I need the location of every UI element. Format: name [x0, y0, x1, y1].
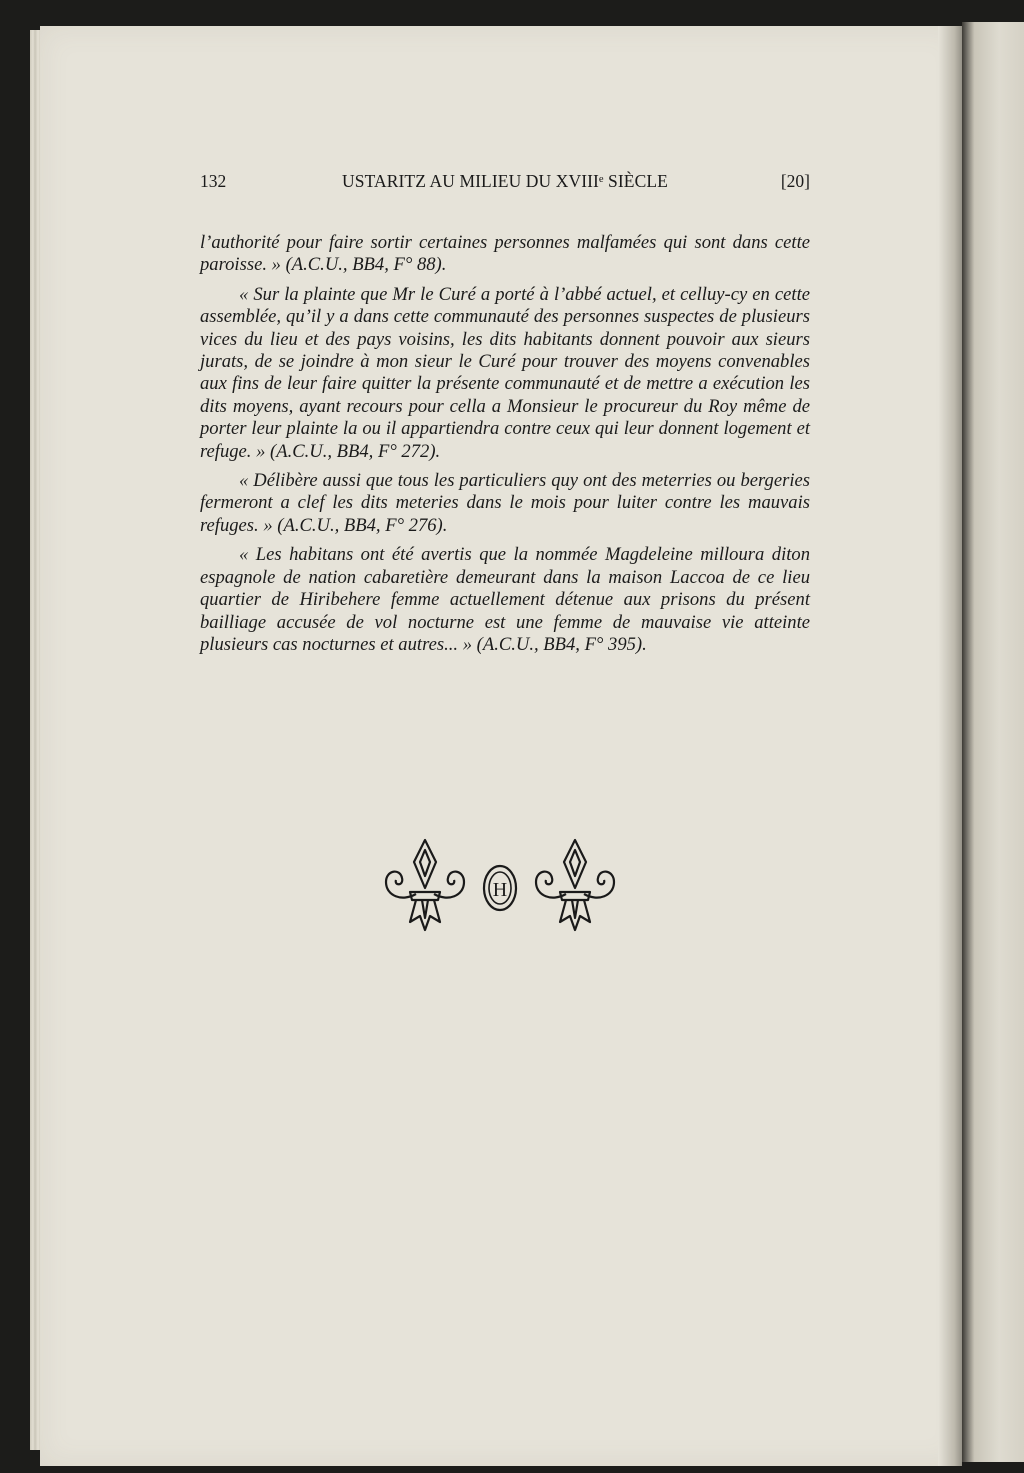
- fleur-de-lis-left-icon: [386, 840, 464, 930]
- monogram-medallion-icon: [484, 866, 516, 910]
- facing-page-edge: [962, 22, 1024, 1473]
- monogram-letter: H: [492, 879, 508, 901]
- body-text: [200, 232, 810, 663]
- running-title: USTARITZ AU MILIEU DU XVIIIᵉ SIÈCLE: [342, 171, 668, 191]
- background-strip: [962, 1462, 1024, 1473]
- running-header: [200, 171, 810, 195]
- fleur-de-lis-right-icon: [536, 840, 614, 930]
- page-number: 132: [200, 171, 227, 191]
- fleur-de-lis-ornament: [380, 836, 620, 936]
- paragraph-4: « Les habitans ont été avertis que la nommée Magdeleine milloura diton espagnole de nation cabaretière demeurant dans la maison Laccoa de ce lieu quartier de Hiribehere femme actuellement détenue aux prisons du présent bailliage accusée de vol nocturne est une femme de mauvaise vie atteinte plusieurs cas nocturnes et autres... » (A.C.U., BB4, F° 395).: [200, 544, 810, 655]
- section-number: [20]: [780, 171, 810, 191]
- paragraph-1: l’authorité pour faire sortir certaines personnes malfamées qui sont dans cette paroisse. » (A.C.U., BB4, F° 88).: [200, 232, 810, 276]
- paragraph-2: « Sur la plainte que Mr le Curé a porté à l’abbé actuel, et celluy-cy en cette assemblée, qu’il y a dans cette communauté des personnes suspectes de plusieurs vices du lieu et des pays voisins, les dits habitants donnent pouvoir aux sieurs jurats, de se joindre à mon sieur le Curé pour trouver des moyens convenables aux fins de leur faire quitter la présente communauté et de mettre a exécution les dits moyens, ayant recours pour cella a Monsieur le procureur du Roy même de porter leur plainte la ou il appartiendra contre ceux qui leur donnent logement et refuge. » (A.C.U., BB4, F° 272).: [200, 283, 810, 462]
- paragraph-3: « Délibère aussi que tous les particuliers quy ont des meterries ou bergeries fermeront a clef les dits meteries dans le mois pour luiter contre les mauvais refuges. » (A.C.U., BB4, F° 276).: [200, 470, 810, 536]
